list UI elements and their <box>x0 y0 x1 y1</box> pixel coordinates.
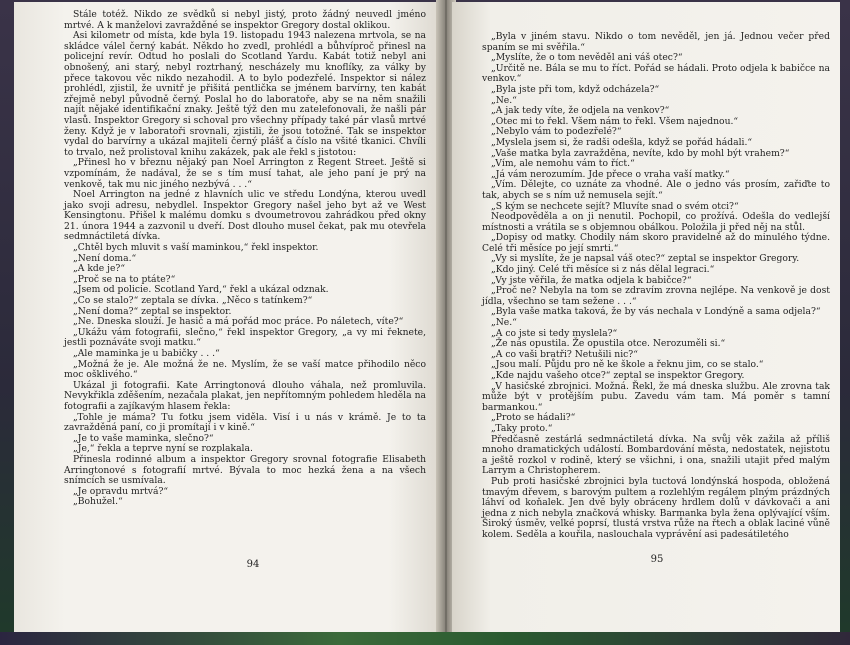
paragraph: Pub proti hasičské zbrojnici byla tuctová londýnská hospoda, obložená tmavým dřevem, s barovým pultem a rozlehlým regálem plným prázdných láhví od koňalek. Jen dvě byly obráceny hrdlem dolů v dávkovači a ani jedna z nich nebyla značková whisky. Barmanka byla žena oplývající vším. Široký úsměv, velké poprsí, tlustá vrstva růže na řtech a oblak laciné vůně kolem. Seděla a kouřila, naslouchala vyprávění asi padesátiletého <box>482 475 830 540</box>
paragraph: „Co se stalo?“ zeptala se dívka. „Něco s tatínkem?“ <box>73 295 313 307</box>
paragraph: „Vím, ale nemohu vám to říct.“ <box>491 158 635 170</box>
paragraph: „Je opravdu mrtvá?“ <box>73 485 169 497</box>
paragraph: „Není doma.“ <box>73 252 137 264</box>
paragraph: „Já vám nerozumím. Jde přece o vraha vaší matky.“ <box>491 168 730 180</box>
paragraph: „Taky proto.“ <box>491 422 553 434</box>
paragraph: „Myslíte, že o tom nevěděl ani váš otec?“ <box>491 52 683 64</box>
paragraph: „Byla jste při tom, když odcházela?“ <box>491 83 660 95</box>
paragraph: „Byla v jiném stavu. Nikdo o tom nevěděl, jen já. Jednou večer před spaním se mi svěřila.“ <box>482 31 830 53</box>
right-page <box>452 2 840 635</box>
paragraph: „Bohužel.“ <box>73 496 123 508</box>
paragraph: „Vy si myslíte, že je napsal váš otec?“ zeptal se inspektor Gregory. <box>491 253 800 265</box>
paragraph: „Kdo jiný. Celé tři měsíce si z nás dělal legraci.“ <box>491 264 715 276</box>
paragraph: „Dopisy od matky. Chodily nám skoro pravidelně až do minulého týdne. Celé tři měsíce po její smrti.“ <box>482 232 830 254</box>
paragraph: „Proč se na to ptáte?“ <box>73 273 176 285</box>
paragraph: „Otec mi to řekl. Všem nám to řekl. Všem najednou.“ <box>491 115 739 127</box>
paragraph: „Ukážu vám fotografii, slečno,“ řekl inspektor Gregory, „a vy mi řeknete, jestli poznáváte svoji matku.“ <box>64 326 426 349</box>
paragraph: „Vaše matka byla zavražděna, nevíte, kdo by mohl být vrahem?“ <box>491 147 790 159</box>
paragraph: „Možná že je. Ale možná že ne. Myslím, že se vaší matce přihodilo něco moc ošklivého.“ <box>64 358 426 381</box>
paragraph: „S kým se nechcete sejít? Mluvíte snad o svém otci?“ <box>491 200 739 212</box>
book-cover-edge <box>0 632 850 645</box>
paragraph: „Není doma?“ zeptal se inspektor. <box>73 305 232 317</box>
paragraph: Neodpověděla a on ji nenutil. Pochopil, co prožívá. Odešla do vedlejší místnosti a vrátila se s objemnou obálkou. Položila ji před něj na stůl. <box>482 211 830 233</box>
right-page-number: 95 <box>650 554 664 565</box>
left-page-text <box>64 10 426 508</box>
paragraph: Stále totéž. Nikdo ze svědků si nebyl jistý, proto žádný neuvedl jméno mrtvé. A k manželovi zavražděné se inspektor Gregory dostal oklikou. <box>64 9 426 31</box>
paragraph: „Je to vaše maminka, slečno?“ <box>73 432 214 444</box>
paragraph: „Kde najdu vašeho otce?“ zeptal se inspektor Gregory. <box>491 370 745 381</box>
paragraph: „Byla vaše matka taková, že by vás nechala v Londýně a sama odjela?“ <box>491 306 821 318</box>
paragraph: „Jsou malí. Půjdu pro ně ke škole a řeknu jim, co se stalo.“ <box>491 359 764 371</box>
paragraph: „Proto se hádali?“ <box>491 412 576 424</box>
paragraph: „A jak tedy víte, že odjela na venkov?“ <box>491 105 670 117</box>
paragraph: „A kde je?“ <box>73 263 126 275</box>
left-page-number: 94 <box>246 559 260 570</box>
right-page-text <box>482 32 830 541</box>
paragraph: Předčasně zestárlá sedmnáctiletá dívka. Na svůj věk zažila až příliš mnoho dramatických událostí. Bombardování města, nedostatek, nejistotu a ještě rozkol v rodině, který se všichni, i ona, snažili utajit před malým Larrym a Christopherem. <box>482 433 830 477</box>
paragraph: „V hasičské zbrojnici. Možná. Řekl, že má dneska službu. Ale zrovna tak může být v protějším pubu. Zavedu vám tam. Má poměr s tamní barmankou.“ <box>482 380 830 413</box>
paragraph: „Myslela jsem si, že radši odešla, když se pořád hádali.“ <box>491 136 753 148</box>
left-page <box>14 2 440 635</box>
paragraph: „Ne. Dneska slouží. Je hasič a má pořád moc práce. Po náletech, víte?“ <box>73 316 404 328</box>
paragraph: „Že nás opustila. Že opustila otce. Nerozuměli si.“ <box>491 338 726 350</box>
paragraph: „Přinesl ho v březnu nějaký pan Noel Arrington z Regent Street. Ještě si vzpomínám, že nadával, že se s tím musí tahat, ale jeho paní je prý na venkově, tak mu nic jiného nezbývá . . .“ <box>64 157 426 190</box>
paragraph: Asi kilometr od místa, kde byla 19. listopadu 1943 nalezena mrtvola, se na skládce válel černý kabát. Někdo ho zvedl, prohlédl a bůhvíproč přinesl na policejní revír. Odtud ho poslali do Scotland Yardu. Kabát totiž nebyl ani obnošený, ani starý, nebyl roztrhaný, nescházely mu knoflíky, za války by přece takovou věc nikdo nezahodil. A to bylo podezřelé. Inspektor si nález prohlédl, zjistil, že uvnitř je přišitá pentlička se jménem barvírny, ten kabát zřejmě nebyl původně černý. Poslal ho do laboratoře, aby se na něm snažili najít nějaké identifikační znaky. Ještě týž den mu zatelefonovali, že našli pár vlasů. Inspektor Gregory si schoval pro všechny případy také pár vlasů mrtvé ženy. Když je v laboratoři srovnali, zjistili, že jsou totožné. Tak se inspektor vydal do barvírny a ukázal majiteli černý plášť a číslo na všité tkanici. Chvíli to trvalo, než prolistoval knihu zakázek, pak ale řekl s jistotou: <box>64 30 426 158</box>
paragraph: Noel Arrington na jedné z hlavních ulic ve středu Londýna, kterou uvedl jako svoji adresu, nebydlel. Inspektor Gregory našel jeho byt až ve West Kensingtonu. Přišel k malému domku s dvoumetrovou zahrádkou před okny 21. února 1944 a zazvonil u dveří. Dost dlouho musel čekat, pak mu otevřela sedmnáctiletá dívka. <box>64 189 426 243</box>
paragraph: „Jsem od policie. Scotland Yard,“ řekl a ukázal odznak. <box>73 284 329 296</box>
paragraph: „Proč ne? Nebyla na tom se zdravím zrovna nejlépe. Na venkově je dost jídla, všechno se tam sežene . . .“ <box>482 285 830 307</box>
paragraph: „Chtěl bych mluvit s vaší maminkou,“ řekl inspektor. <box>73 242 319 254</box>
paragraph: „Ale maminka je u babičky . . .“ <box>73 348 220 359</box>
paragraph: Přinesla rodinné album a inspektor Gregory srovnal fotografie Elisabeth Arringtonové s fotografií mrtvé. Bývala to moc hezká žena a na všech snímcích se usmívala. <box>64 453 426 487</box>
paragraph: „Tohle je máma? Tu fotku jsem viděla. Visí i u nás v krámě. Je to ta zavražděná paní, co ji promítají i v kině.“ <box>64 411 426 434</box>
paragraph: „Ne.“ <box>491 94 517 106</box>
paragraph: „Určitě ne. Bála se mu to říct. Pořád se hádali. Proto odjela k babičce na venkov.“ <box>482 62 830 85</box>
paragraph: „Ne.“ <box>491 317 517 329</box>
paragraph: „Vím. Dělejte, co uznáte za vhodné. Ale o jedno vás prosím, zařiďte to tak, abych se s ním už nemusela sejít.“ <box>482 179 830 201</box>
paragraph: „A co vaši bratři? Netušili nic?“ <box>491 348 638 360</box>
paragraph: „Vy jste věřila, že matka odjela k babičce?“ <box>491 274 692 286</box>
paragraph: „A co jste si tedy myslela?“ <box>491 327 618 339</box>
paragraph: Ukázal ji fotografii. Kate Arringtonová dlouho váhala, než promluvila. Nevykřikla zděšením, nezačala plakat, jen nepřítomným pohledem hleděla na fotografii a zajíkavým hlasem řekla: <box>64 379 426 412</box>
paragraph: „Je,“ řekla a teprve nyní se rozplakala. <box>73 443 253 455</box>
paragraph: „Nebylo vám to podezřelé?“ <box>491 126 622 138</box>
